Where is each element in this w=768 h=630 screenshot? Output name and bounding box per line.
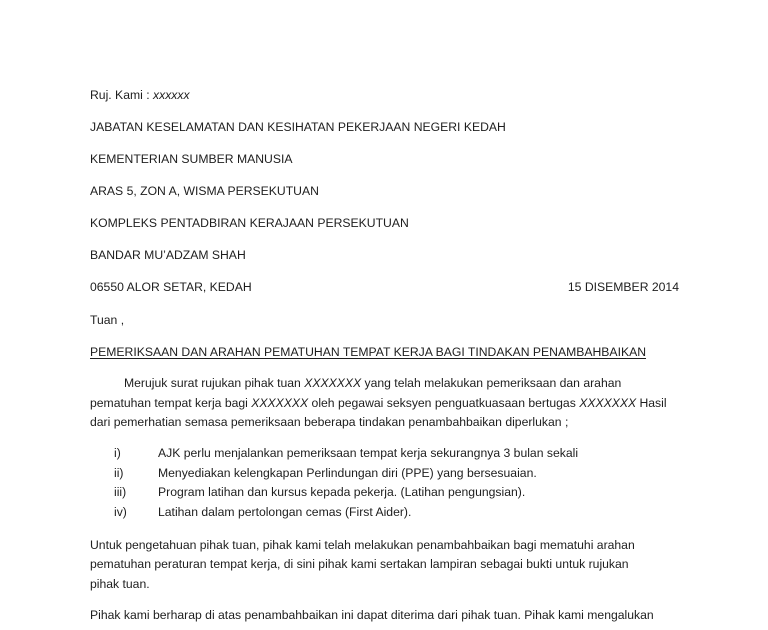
paragraph-1-text: Merujuk surat rujukan pihak tuan (124, 376, 305, 390)
paragraph-2-line-1: Untuk pengetahuan pihak tuan, pihak kami telah melakukan penambahbaikan bagi mematuhi arahan (90, 538, 635, 552)
list-item: AJK perlu menjalankan pemeriksaan tempat kerja sekurangnya 3 bulan sekali (158, 446, 579, 460)
list-item: Latihan dalam pertolongan cemas (First Aider). (158, 505, 412, 519)
list-item-number: iv) (114, 505, 127, 519)
placeholder-officer: XXXXXXX (579, 396, 637, 410)
reference-label: Ruj. Kami : (90, 88, 153, 102)
paragraph-1-text: oleh pegawai seksyen penguatkuasaan bertugas (308, 396, 580, 410)
paragraph-1-line-2 (90, 395, 667, 411)
list-item-number: iii) (114, 485, 127, 499)
list-item: Program latihan dan kursus kepada pekerja. (Latihan pengungsian). (158, 485, 526, 499)
placeholder-company: XXXXXXX (251, 396, 309, 410)
list-item-number: i) (114, 446, 121, 460)
paragraph-2-line-2: pematuhan peraturan tempat kerja, di sini pihak kami sertakan lampiran sebagai bukti untuk rujukan (90, 557, 629, 571)
paragraph-1-text: yang telah melakukan pemeriksaan dan arahan (361, 376, 622, 390)
placeholder-ref: XXXXXXX (304, 376, 362, 390)
paragraph-1-text: pematuhan tempat kerja bagi (90, 396, 252, 410)
paragraph-1-text: Hasil (636, 396, 667, 410)
paragraph-1-line-3: dari pemerhatian semasa pemeriksaan beberapa tindakan penambahbaikan diperlukan ; (90, 415, 569, 429)
address-line-6: 06550 ALOR SETAR, KEDAH (90, 280, 252, 294)
address-line-2: KEMENTERIAN SUMBER MANUSIA (90, 152, 293, 166)
paragraph-3-line-1: Pihak kami berharap di atas penambahbaikan ini dapat diterima dari pihak tuan. Pihak kami mengalukan (90, 608, 654, 622)
address-line-4: KOMPLEKS PENTADBIRAN KERAJAAN PERSEKUTUAN (90, 216, 409, 230)
letter-subject: PEMERIKSAAN DAN ARAHAN PEMATUHAN TEMPAT KERJA BAGI TINDAKAN PENAMBAHBAIKAN (90, 345, 647, 359)
list-item-number: ii) (114, 466, 124, 480)
list-item: Menyediakan kelengkapan Perlindungan diri (PPE) yang bersesuaian. (158, 466, 537, 480)
reference-value: xxxxxx (153, 88, 190, 102)
salutation: Tuan , (90, 313, 125, 327)
paragraph-2-line-3: pihak tuan. (90, 577, 150, 591)
address-line-1: JABATAN KESELAMATAN DAN KESIHATAN PEKERJAAN NEGERI KEDAH (90, 120, 506, 134)
reference-line (90, 87, 190, 103)
address-line-5: BANDAR MU’ADZAM SHAH (90, 248, 246, 262)
letter-date: 15 DISEMBER 2014 (567, 280, 679, 294)
address-line-3: ARAS 5, ZON A, WISMA PERSEKUTUAN (90, 184, 319, 198)
paragraph-1-line-1 (124, 375, 621, 391)
